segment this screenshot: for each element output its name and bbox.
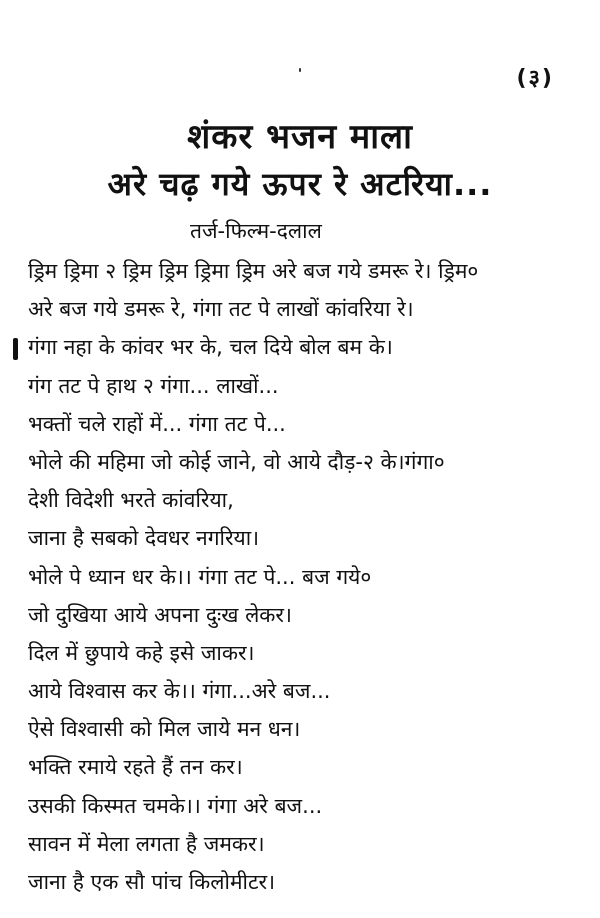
lyric-line: भोले की महिमा जो कोई जाने, वो आये दौड़-२ के।गंगा० <box>28 449 445 474</box>
lyric-line: जाना है एक सौ पांच किलोमीटर। <box>28 870 276 894</box>
page-title: शंकर भजन माला <box>187 117 413 157</box>
lyric-line: भक्ति रमाये रहते हैं तन कर। <box>28 755 243 780</box>
song-title: अरे चढ़ गये ऊपर रे अटरिया... <box>107 165 493 203</box>
lyric-line: गंगा नहा के कांवर भर के, चल दिये बोल बम के। <box>28 335 393 360</box>
lyric-line: उसकी किस्मत चमके।। गंगा अरे बज... <box>28 793 323 818</box>
lyric-line: देशी विदेशी भरते कांवरिया, <box>28 488 234 513</box>
lyrics-list <box>28 252 588 901</box>
lyric-line: जो दुखिया आये अपना दुःख लेकर। <box>28 602 292 627</box>
lyric-line: ऐसे विश्वासी को मिल जाये मन धन। <box>28 717 301 742</box>
tune-reference: तर्ज-फिल्म-दलाल <box>190 219 322 243</box>
ink-speck <box>299 68 301 72</box>
lyric-line: जाना है सबको देवधर नगरिया। <box>28 526 260 551</box>
margin-mark <box>13 338 18 360</box>
lyric-line: अरे बज गये डमरू रे, गंगा तट पे लाखों कांवरिया रे। <box>28 297 414 322</box>
lyric-line: ड्रिम ड्रिमा २ ड्रिम ड्रिम ड्रिमा ड्रिम अरे बज गये डमरू रे। ड्रिम० <box>28 259 479 283</box>
page-number: (३) <box>516 66 554 91</box>
lyric-line: गंग तट पे हाथ २ गंगा... लाखों... <box>28 373 279 398</box>
lyric-line: दिल में छुपाये कहे इसे जाकर। <box>28 640 255 665</box>
lyric-line: भोले पे ध्यान धर के।। गंगा तट पे... बज गये० <box>28 564 372 589</box>
lyric-line: भक्तों चले राहों में... गंगा तट पे... <box>28 411 286 436</box>
lyric-line: सावन में मेला लगता है जमकर। <box>28 831 265 856</box>
lyric-line: आये विश्वास कर के।। गंगा...अरे बज... <box>28 679 331 704</box>
